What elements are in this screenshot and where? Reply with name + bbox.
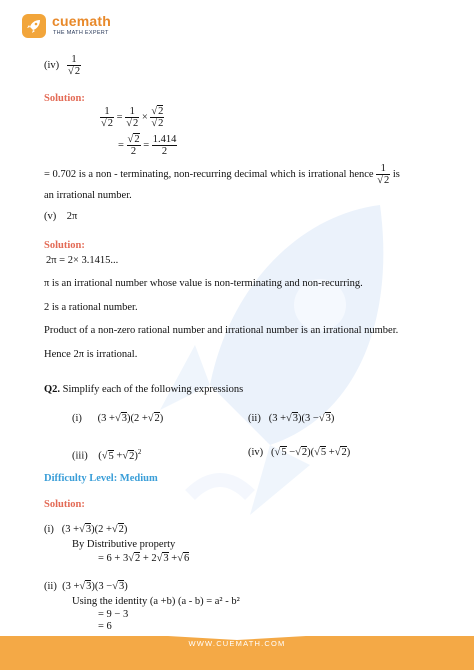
expr-part: )(3 −: [91, 581, 113, 592]
radicand: 2: [158, 118, 164, 129]
expr-part: = 6 + 3: [98, 553, 129, 564]
sol-ii-step1: Using the identity (a +b) (a - b) = a² - b²: [72, 596, 240, 607]
item-iv: [44, 54, 81, 77]
fraction: [125, 106, 139, 129]
sol-ii-step2: = 9 − 3: [98, 609, 129, 620]
denominator: √2: [101, 118, 114, 129]
solution-label: Solution:: [44, 499, 85, 510]
numerator: 1: [100, 106, 114, 118]
expr-part: +: [168, 553, 178, 564]
question-text: Simplify each of the following expressions: [62, 384, 244, 395]
denominator: √2: [68, 66, 81, 77]
fraction: [150, 106, 164, 129]
radicand: 5: [281, 447, 287, 458]
radicand: 5: [108, 450, 114, 462]
footer-url: WWW.CUEMATH.COM: [188, 639, 286, 648]
radicand: 5: [320, 447, 327, 458]
denominator: 2: [130, 146, 137, 157]
radicand: 3: [163, 553, 169, 564]
q2-part-ii: (ii) (3 +√3)(3 −√3): [248, 413, 335, 424]
expr-part: )(: [307, 447, 315, 458]
sol-ii-step3: = 6: [98, 621, 112, 632]
difficulty-level: Difficulty Level: Medium: [44, 473, 158, 484]
part-label: (i): [72, 413, 82, 424]
radicand: 3: [86, 581, 92, 592]
calc-iv-line1: [100, 106, 164, 129]
times-sign: ×: [141, 111, 148, 123]
expr-part: +: [113, 450, 123, 462]
footer-bar: [0, 636, 474, 670]
expr-part: ): [330, 413, 335, 424]
radicand: 3: [85, 524, 92, 535]
expr-part: −: [286, 447, 296, 458]
expr-part: )(2 +: [91, 524, 112, 535]
result-suffix: is: [392, 168, 400, 180]
sol-ii-expression: (ii) (3 +√3)(3 −√3): [44, 581, 128, 592]
cuemath-logo: [22, 14, 46, 38]
part-label: (ii): [44, 581, 57, 592]
text-line: Product of a non-zero rational number and irrational number is an irrational number.: [44, 325, 399, 336]
sol-i-step1: By Distributive property: [72, 539, 176, 550]
equals: =: [143, 139, 150, 151]
numerator: √2: [127, 134, 140, 145]
expr-part: + 2: [140, 553, 157, 564]
rocket-icon: [25, 17, 43, 35]
result-iv-line2: an irrational number.: [44, 190, 132, 201]
radicand: 3: [325, 413, 331, 424]
radicand: 2: [132, 118, 139, 129]
item-iv-label: (iv): [44, 59, 60, 71]
expr-part: )(3 −: [298, 413, 319, 424]
expr-part: ): [159, 413, 164, 424]
fraction: [152, 134, 178, 157]
radicand: 2: [383, 175, 390, 186]
calc-v: 2π = 2× 3.1415...: [46, 255, 119, 266]
expr-part: (3 +: [268, 413, 286, 424]
expr-part: (3 +: [97, 413, 115, 424]
equals: =: [116, 111, 123, 123]
denominator: √2: [126, 118, 139, 129]
numerator: 1: [67, 54, 81, 66]
expr-part: +: [326, 447, 335, 458]
radicand: 2: [118, 524, 124, 535]
calc-iv-line2: [118, 134, 177, 157]
radicand: 2: [129, 450, 135, 462]
fraction: [100, 106, 114, 129]
denominator: √2: [377, 175, 390, 186]
numerator: 1.414: [152, 134, 177, 145]
header: [0, 0, 474, 50]
numerator: √2: [151, 106, 164, 117]
equals: =: [118, 139, 124, 151]
rocket-watermark: [150, 195, 400, 535]
q2-part-iv: (iv) (√5 −√2)(√5 +√2): [248, 447, 351, 458]
radicand: 2: [158, 106, 164, 117]
part-label: (iii): [72, 450, 88, 462]
q2-part-i: (i) (3 +√3)(2 +√2): [72, 413, 164, 424]
item-v-expression: 2π: [66, 211, 78, 222]
fraction: [127, 134, 141, 157]
part-label: (i): [44, 524, 54, 535]
solution-label: Solution:: [44, 240, 85, 251]
denominator: √2: [151, 118, 164, 129]
radicand: 2: [154, 413, 160, 424]
item-v: [44, 210, 77, 223]
expr-part: ): [346, 447, 351, 458]
expr-part: ): [123, 524, 128, 535]
solution-label: Solution:: [44, 93, 85, 104]
expr-part: (: [271, 447, 275, 458]
sol-i-step2: = 6 + 3√2 + 2√3 +√6: [98, 553, 190, 564]
sol-i-expression: (i) (3 +√3)(2 +√2): [44, 524, 128, 535]
text-line: π is an irrational number whose value is non-terminating and non-recurring.: [44, 278, 363, 289]
exponent: 2: [137, 448, 142, 456]
part-label: (ii): [248, 413, 261, 424]
numerator: 1: [125, 106, 139, 118]
radicand: 3: [118, 581, 125, 592]
fraction: [67, 54, 81, 77]
part-label: (iv): [248, 447, 264, 458]
expr-part: (3 +: [61, 524, 80, 535]
brand-tagline: THE MATH EXPERT: [53, 30, 109, 36]
text-line: 2 is a rational number.: [44, 302, 138, 313]
text-line: Hence 2π is irrational.: [44, 349, 138, 360]
radicand: 3: [121, 413, 127, 424]
result-text: = 0.702 is a non - terminating, non-recurring decimal which is irrational hence: [44, 168, 374, 180]
expr-part: )(2 +: [126, 413, 148, 424]
radicand: 2: [74, 66, 81, 77]
expr-part: ): [124, 581, 128, 592]
question-number: Q2.: [44, 384, 61, 395]
radicand: 2: [134, 134, 140, 145]
numerator: 1: [376, 163, 390, 175]
radicand: 2: [301, 447, 308, 458]
brand-name: cuemath: [52, 13, 111, 29]
radicand: 6: [183, 553, 190, 564]
expr-part: ): [134, 450, 138, 462]
denominator: 2: [161, 146, 168, 157]
expr-part: (: [98, 450, 102, 462]
radicand: 2: [134, 553, 141, 564]
radicand: 3: [292, 413, 299, 424]
radicand: 2: [107, 118, 114, 129]
expr-part: (3 +: [62, 581, 80, 592]
item-v-label: (v): [44, 211, 57, 222]
result-iv-line1: [44, 163, 400, 186]
question-2: [44, 383, 243, 396]
radicand: 2: [341, 447, 347, 458]
fraction: [376, 163, 390, 186]
q2-part-iii: (iii) $(√5 +√2)^2$: [72, 448, 142, 462]
